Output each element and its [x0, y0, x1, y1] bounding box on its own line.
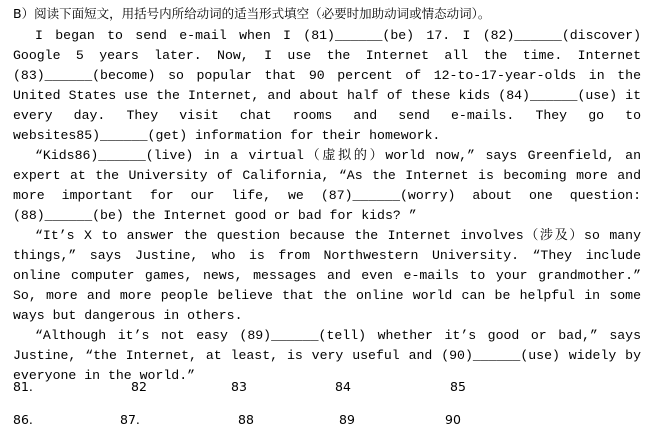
answer-label-86: 86.	[13, 412, 33, 427]
paragraph-3: “It’s X to answer the question because the Internet involves（涉及）so many things,” says Justine, who is from Northwestern University. “They include online computer games, news, messages and even e-mails to your grandmother.” So, more and more people believe that the online world can be helpful in some ways but dangerous in others.	[13, 228, 641, 323]
answer-label-84: 84	[335, 379, 351, 394]
answer-label-83: 83	[231, 379, 247, 394]
answer-label-81: 81.	[13, 379, 33, 394]
answer-label-82: 82	[131, 379, 147, 394]
answer-label-88: 88	[238, 412, 254, 427]
passage	[13, 26, 641, 386]
answer-label-89: 89	[339, 412, 355, 427]
answer-label-85: 85	[450, 379, 466, 394]
section-header: B）阅读下面短文，用括号内所给动词的适当形式填空（必要时加助动词或情态动词）。	[13, 6, 491, 21]
answer-label-87: 87.	[120, 412, 140, 427]
answer-row-2	[13, 412, 573, 432]
paragraph-2: “Kids86)______(live) in a virtual（虚拟的）world now,” says Greenfield, an expert at the University of California, “As the Internet is becoming more and more important for our life, we (87)______(worry) about one question: (88)______(be) the Internet good or bad for kids? ”	[13, 148, 641, 223]
paragraph-1: I began to send e-mail when I (81)______(be) 17. I (82)______(discover) Google 5 years later. Now, I use the Internet all the time. Internet (83)______(become) so popular that 90 percent of 12-to-17-year-olds in the United States use the Internet, and about half of these kids (84)______(use) it every day. They visit chat rooms and send e-mails. They go to websites85)______(get) information for their homework.	[13, 28, 641, 143]
answer-label-90: 90	[445, 412, 461, 427]
paragraph-4: “Although it’s not easy (89)______(tell) whether it’s good or bad,” says Justine, “the Internet, at least, is very useful and (90)______(use) widely by everyone in the world.”	[13, 328, 641, 383]
answer-row-1	[13, 379, 573, 399]
